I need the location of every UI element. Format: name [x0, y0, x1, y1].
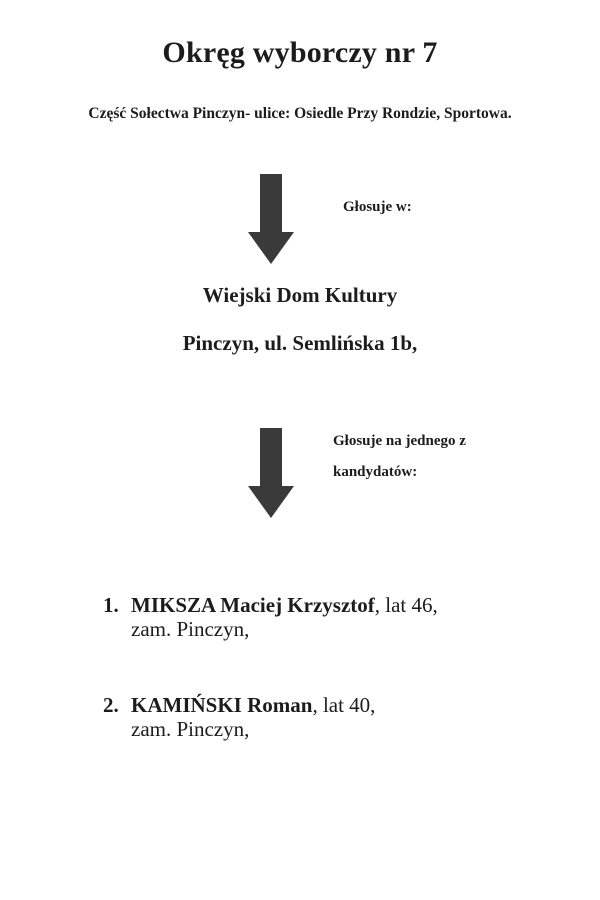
- candidate-name: KAMIŃSKI Roman: [131, 693, 313, 717]
- votes-for-label-line2: kandydatów:: [333, 464, 418, 480]
- candidate-line: [103, 593, 438, 617]
- candidate-residence: zam. Pinczyn,: [131, 717, 250, 741]
- candidate-name: MIKSZA Maciej Krzysztof: [131, 593, 375, 617]
- candidate-age: , lat 40,: [312, 693, 376, 717]
- candidate-line: [103, 693, 375, 717]
- down-arrow-icon: [248, 428, 294, 518]
- candidate-entry: [103, 593, 438, 641]
- down-arrow-icon: [248, 174, 294, 264]
- candidate-age: , lat 46,: [374, 593, 438, 617]
- candidate-number: 2.: [103, 693, 119, 717]
- district-description: Część Sołectwa Pinczyn- ulice: Osiedle Przy Rondzie, Sportowa.: [88, 105, 512, 122]
- candidate-residence: zam. Pinczyn,: [131, 617, 250, 641]
- polling-place-name: Wiejski Dom Kultury: [202, 283, 398, 307]
- votes-for-label-line1: Głosuje na jednego z: [333, 433, 466, 449]
- candidate-entry: [103, 693, 375, 741]
- candidate-number: 1.: [103, 593, 119, 617]
- page-title: Okręg wyborczy nr 7: [162, 36, 438, 69]
- polling-place-address: Pinczyn, ul. Semlińska 1b,: [182, 331, 418, 355]
- votes-at-label: Głosuje w:: [343, 199, 412, 215]
- votes-for-label: [333, 426, 466, 488]
